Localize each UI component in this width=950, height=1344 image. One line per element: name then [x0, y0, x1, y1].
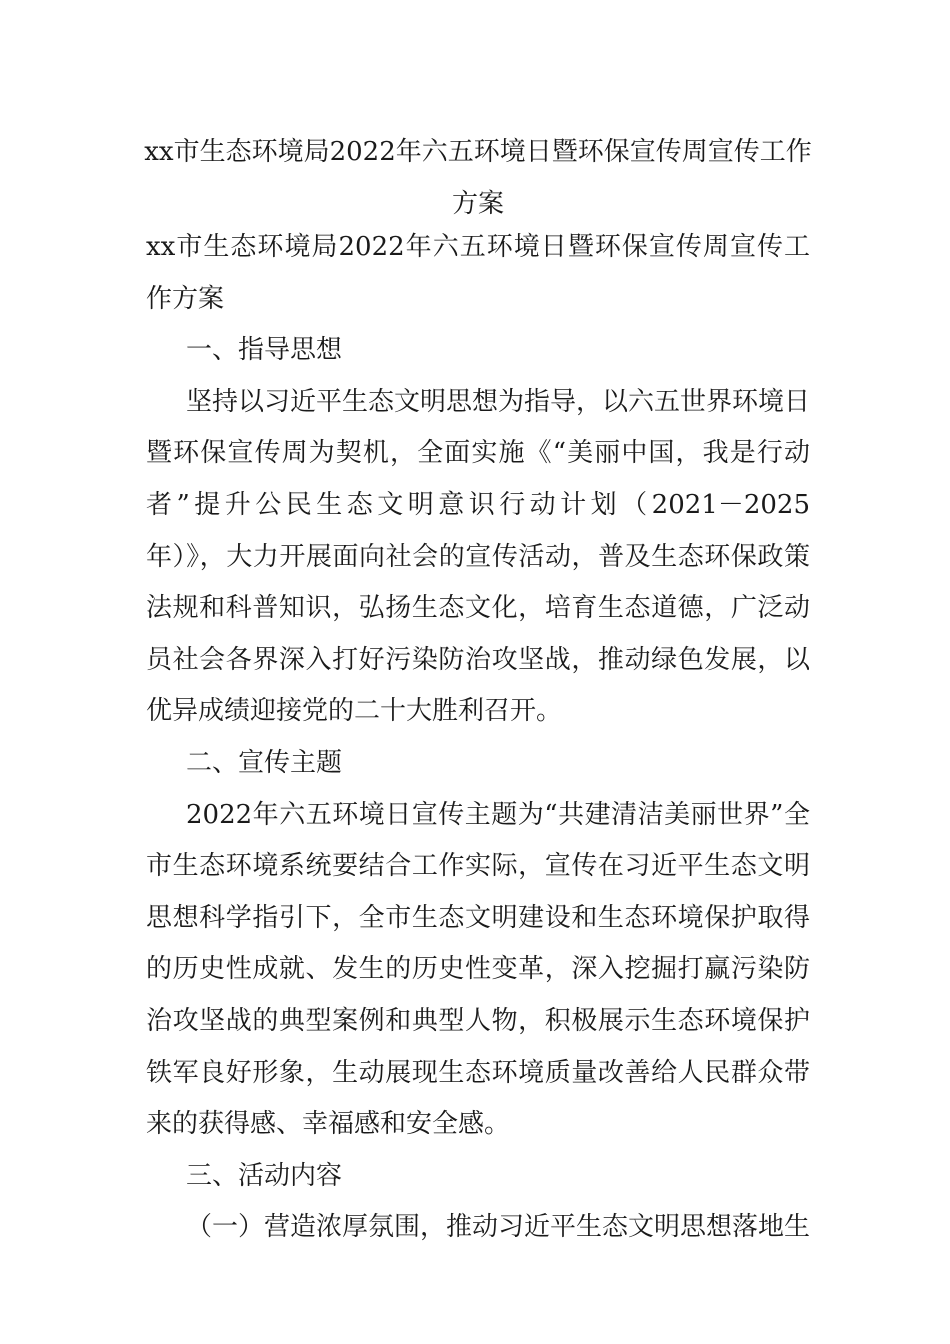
guiding-ideology-paragraph: 坚持以习近平生态文明思想为指导，以六五世界环境日暨环保宣传周为契机，全面实施《“美丽中国，我是行动者”提升公民生态文明意识行动计划（2021－2025年）》，大力开展面向社会的宣传活动，普及生态环保政策法规和科普知识，弘扬生态文化，培育生态道德，广泛动员社会各界深入打好污染防治攻坚战，推动绿色发展，以优异成绩迎接党的二十大胜利召开。 — [146, 386, 811, 727]
repeated-title-paragraph: xx市生态环境局2022年六五环境日暨环保宣传周宣传工作方案 — [146, 232, 810, 314]
activities-subheading-1: （一）营造浓厚氛围，推动习近平生态文明思想落地生 — [186, 1212, 811, 1243]
section-heading-theme: 二、宣传主题 — [186, 747, 343, 778]
document-body — [146, 222, 810, 1254]
section-heading-activities: 三、活动内容 — [186, 1160, 343, 1191]
document-title: xx市生态环境局2022年六五环境日暨环保宣传周宣传工作方案 — [144, 137, 812, 219]
theme-paragraph: 2022年六五环境日宣传主题为“共建清洁美丽世界”全市生态环境系统要结合工作实际，宣传在习近平生态文明思想科学指引下，全市生态文明建设和生态环境保护取得的历史性成就、发生的历史性变革，深入挖掘打赢污染防治攻坚战的典型案例和典型人物，积极展示生态环境保护铁军良好形象，生动展现生态环境质量改善给人民群众带来的获得感、幸福感和安全感。 — [146, 799, 810, 1140]
section-heading-guiding-ideology: 一、指导思想 — [186, 335, 343, 366]
